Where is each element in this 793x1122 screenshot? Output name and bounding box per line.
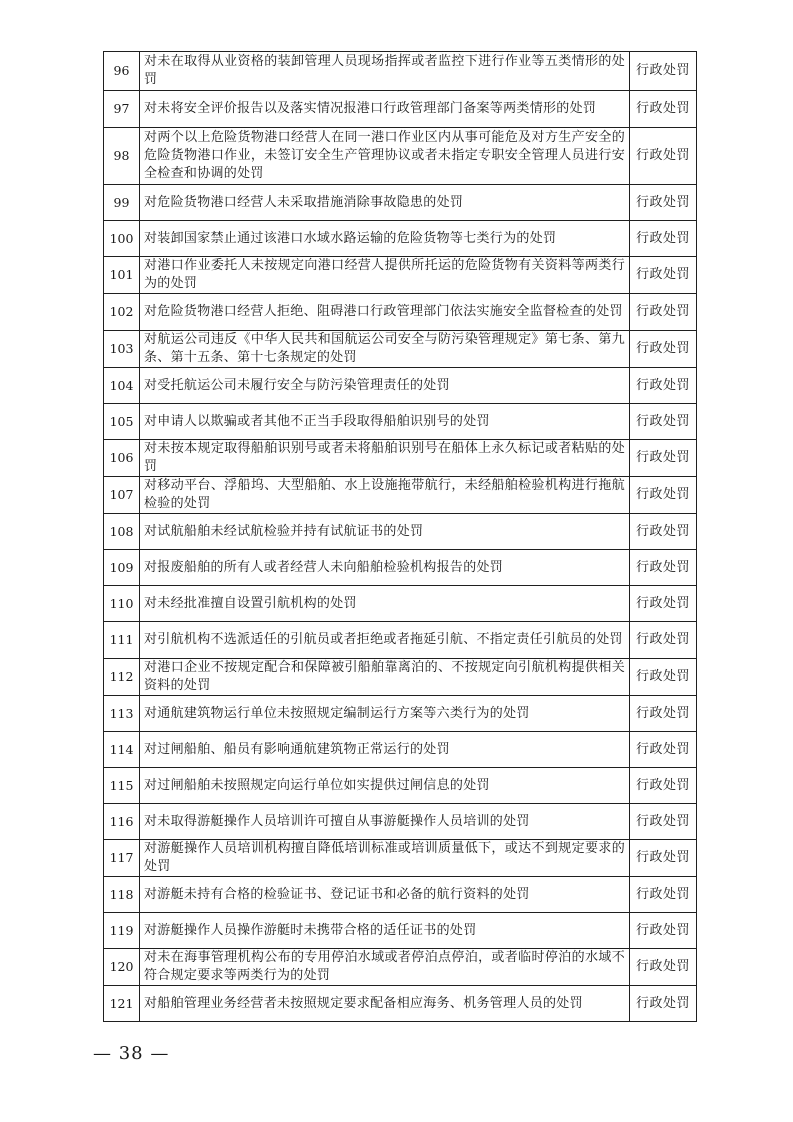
row-number: 102 (104, 294, 140, 331)
item-name: 对申请人以欺骗或者其他不正当手段取得船舶识别号的处罚 (140, 404, 630, 440)
item-name: 对过闸船舶、船员有影响通航建筑物正常运行的处罚 (140, 732, 630, 768)
row-number: 118 (104, 877, 140, 913)
item-name: 对装卸国家禁止通过该港口水域水路运输的危险货物等七类行为的处罚 (140, 221, 630, 257)
row-number: 104 (104, 368, 140, 404)
item-name: 对船舶管理业务经营者未按照规定要求配备相应海务、机务管理人员的处罚 (140, 986, 630, 1022)
item-type: 行政处罚 (630, 696, 697, 732)
item-type: 行政处罚 (630, 91, 697, 128)
item-type: 行政处罚 (630, 877, 697, 913)
table-row (104, 768, 697, 804)
row-number: 112 (104, 659, 140, 696)
row-number: 110 (104, 586, 140, 622)
item-type: 行政处罚 (630, 949, 697, 986)
item-type: 行政处罚 (630, 221, 697, 257)
item-type: 行政处罚 (630, 804, 697, 840)
item-type: 行政处罚 (630, 294, 697, 331)
item-name: 对报废船舶的所有人或者经营人未向船舶检验机构报告的处罚 (140, 550, 630, 586)
item-name: 对航运公司违反《中华人民共和国航运公司安全与防污染管理规定》第七条、第九条、第十五条、第十七条规定的处罚 (140, 331, 630, 368)
table-row (104, 368, 697, 404)
row-number: 119 (104, 913, 140, 949)
item-type: 行政处罚 (630, 368, 697, 404)
table-row (104, 128, 697, 185)
table-body (104, 52, 697, 1022)
row-number: 96 (104, 52, 140, 91)
power-list-table (103, 51, 697, 1022)
row-number: 108 (104, 514, 140, 550)
item-name: 对试航船舶未经试航检验并持有试航证书的处罚 (140, 514, 630, 550)
item-name: 对危险货物港口经营人未采取措施消除事故隐患的处罚 (140, 185, 630, 221)
row-number: 98 (104, 128, 140, 185)
item-name: 对移动平台、浮船坞、大型船舶、水上设施拖带航行，未经船舶检验机构进行拖航检验的处罚 (140, 477, 630, 514)
item-name: 对未在海事管理机构公布的专用停泊水域或者停泊点停泊，或者临时停泊的水域不符合规定要求等两类行为的处罚 (140, 949, 630, 986)
item-type: 行政处罚 (630, 659, 697, 696)
table-row (104, 877, 697, 913)
item-type: 行政处罚 (630, 52, 697, 91)
row-number: 116 (104, 804, 140, 840)
table-row (104, 949, 697, 986)
table-row (104, 622, 697, 659)
item-type: 行政处罚 (630, 840, 697, 877)
item-type: 行政处罚 (630, 768, 697, 804)
item-name: 对未经批准擅自设置引航机构的处罚 (140, 586, 630, 622)
row-number: 99 (104, 185, 140, 221)
table-row (104, 185, 697, 221)
page-number: — 38 — (93, 1043, 170, 1064)
row-number: 97 (104, 91, 140, 128)
item-type: 行政处罚 (630, 732, 697, 768)
item-type: 行政处罚 (630, 586, 697, 622)
item-name: 对受托航运公司未履行安全与防污染管理责任的处罚 (140, 368, 630, 404)
row-number: 115 (104, 768, 140, 804)
row-number: 111 (104, 622, 140, 659)
item-type: 行政处罚 (630, 477, 697, 514)
item-name: 对通航建筑物运行单位未按照规定编制运行方案等六类行为的处罚 (140, 696, 630, 732)
table-row (104, 514, 697, 550)
item-type: 行政处罚 (630, 331, 697, 368)
item-type: 行政处罚 (630, 622, 697, 659)
row-number: 107 (104, 477, 140, 514)
item-type: 行政处罚 (630, 185, 697, 221)
row-number: 101 (104, 257, 140, 294)
item-name: 对未取得游艇操作人员培训许可擅自从事游艇操作人员培训的处罚 (140, 804, 630, 840)
item-name: 对未将安全评价报告以及落实情况报港口行政管理部门备案等两类情形的处罚 (140, 91, 630, 128)
table-row (104, 696, 697, 732)
item-name: 对游艇操作人员操作游艇时未携带合格的适任证书的处罚 (140, 913, 630, 949)
row-number: 113 (104, 696, 140, 732)
table-row (104, 477, 697, 514)
table-row (104, 440, 697, 477)
item-type: 行政处罚 (630, 913, 697, 949)
table-row (104, 804, 697, 840)
item-name: 对港口企业不按规定配合和保障被引船舶靠离泊的、不按规定向引航机构提供相关资料的处罚 (140, 659, 630, 696)
table-row (104, 732, 697, 768)
item-name: 对游艇未持有合格的检验证书、登记证书和必备的航行资料的处罚 (140, 877, 630, 913)
row-number: 114 (104, 732, 140, 768)
item-type: 行政处罚 (630, 404, 697, 440)
row-number: 100 (104, 221, 140, 257)
item-type: 行政处罚 (630, 514, 697, 550)
item-type: 行政处罚 (630, 128, 697, 185)
row-number: 105 (104, 404, 140, 440)
item-name: 对游艇操作人员培训机构擅自降低培训标准或培训质量低下，或达不到规定要求的处罚 (140, 840, 630, 877)
item-name: 对危险货物港口经营人拒绝、阻碍港口行政管理部门依法实施安全监督检查的处罚 (140, 294, 630, 331)
table-row (104, 257, 697, 294)
item-type: 行政处罚 (630, 257, 697, 294)
table-row (104, 294, 697, 331)
row-number: 103 (104, 331, 140, 368)
item-type: 行政处罚 (630, 550, 697, 586)
item-name: 对港口作业委托人未按规定向港口经营人提供所托运的危险货物有关资料等两类行为的处罚 (140, 257, 630, 294)
table-row (104, 52, 697, 91)
row-number: 117 (104, 840, 140, 877)
row-number: 109 (104, 550, 140, 586)
table-row (104, 550, 697, 586)
table-row (104, 331, 697, 368)
row-number: 121 (104, 986, 140, 1022)
row-number: 106 (104, 440, 140, 477)
table-row (104, 659, 697, 696)
table-row (104, 586, 697, 622)
item-name: 对两个以上危险货物港口经营人在同一港口作业区内从事可能危及对方生产安全的危险货物港口作业，未签订安全生产管理协议或者未指定专职安全管理人员进行安全检查和协调的处罚 (140, 128, 630, 185)
row-number: 120 (104, 949, 140, 986)
table-row (104, 986, 697, 1022)
table-row (104, 91, 697, 128)
item-name: 对未在取得从业资格的装卸管理人员现场指挥或者监控下进行作业等五类情形的处罚 (140, 52, 630, 91)
item-type: 行政处罚 (630, 986, 697, 1022)
table-row (104, 221, 697, 257)
table-row (104, 404, 697, 440)
item-name: 对未按本规定取得船舶识别号或者未将船舶识别号在船体上永久标记或者粘贴的处罚 (140, 440, 630, 477)
table-row (104, 840, 697, 877)
item-type: 行政处罚 (630, 440, 697, 477)
table-row (104, 913, 697, 949)
item-name: 对过闸船舶未按照规定向运行单位如实提供过闸信息的处罚 (140, 768, 630, 804)
item-name: 对引航机构不选派适任的引航员或者拒绝或者拖延引航、不指定责任引航员的处罚 (140, 622, 630, 659)
